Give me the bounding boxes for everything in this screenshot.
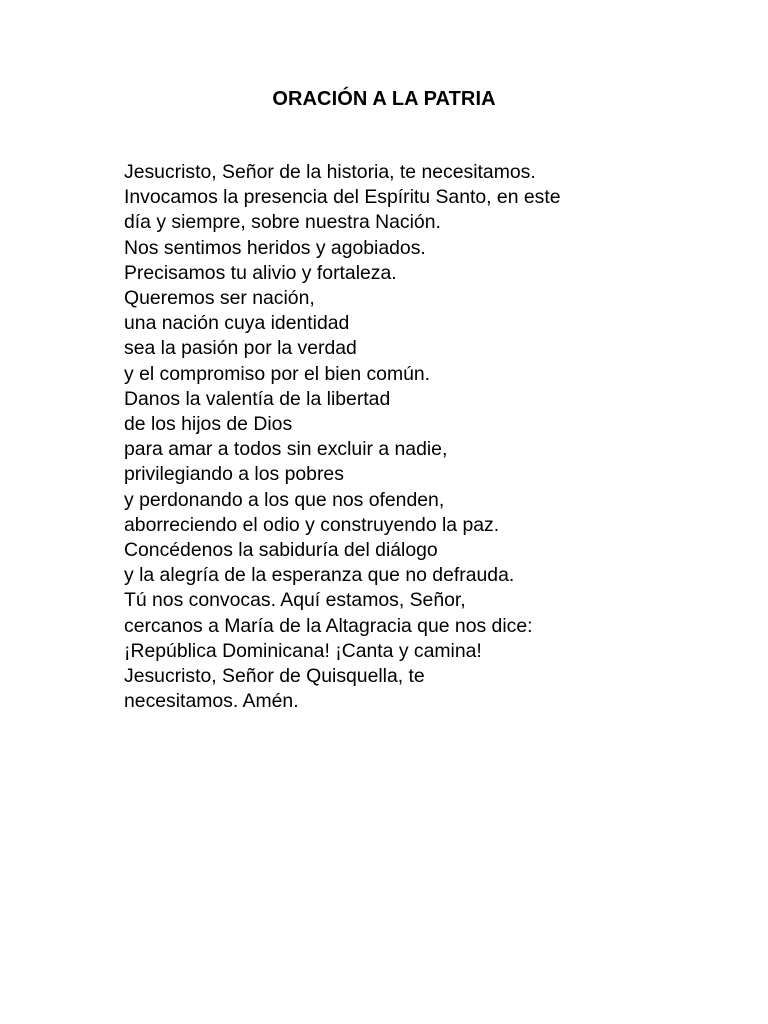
prayer-line: una nación cuya identidad [124, 312, 350, 335]
prayer-line: Precisamos tu alivio y fortaleza. [124, 261, 397, 284]
prayer-line: Invocamos la presencia del Espíritu Santo, en este [124, 186, 561, 209]
prayer-body [124, 160, 684, 714]
prayer-line: Jesucristo, Señor de la historia, te necesitamos. [124, 161, 536, 183]
prayer-line: necesitamos. Amén. [124, 690, 299, 713]
prayer-line: Nos sentimos heridos y agobiados. [124, 236, 426, 259]
prayer-line: y la alegría de la esperanza que no defrauda. [124, 564, 515, 587]
prayer-line: de los hijos de Dios [124, 413, 293, 436]
prayer-line: para amar a todos sin excluir a nadie, [124, 438, 448, 461]
prayer-line: Jesucristo, Señor de Quisquella, te [124, 665, 425, 688]
prayer-line: día y siempre, sobre nuestra Nación. [124, 211, 441, 234]
prayer-line: Queremos ser nación, [124, 287, 315, 310]
prayer-line: Tú nos convocas. Aquí estamos, Señor, [124, 589, 466, 612]
page-title: ORACIÓN A LA PATRIA [272, 88, 496, 110]
prayer-line: cercanos a María de la Altagracia que nos dice: [124, 614, 533, 637]
prayer-line: y perdonando a los que nos ofenden, [124, 488, 445, 511]
prayer-line: aborreciendo el odio y construyendo la paz. [124, 513, 500, 536]
prayer-line: sea la pasión por la verdad [124, 337, 357, 360]
prayer-line: y el compromiso por el bien común. [124, 362, 431, 385]
prayer-line: ¡República Dominicana! ¡Canta y camina! [124, 639, 482, 662]
prayer-line: Danos la valentía de la libertad [124, 387, 391, 410]
prayer-line: privilegiando a los pobres [124, 463, 344, 486]
prayer-line: Concédenos la sabiduría del diálogo [124, 539, 438, 562]
